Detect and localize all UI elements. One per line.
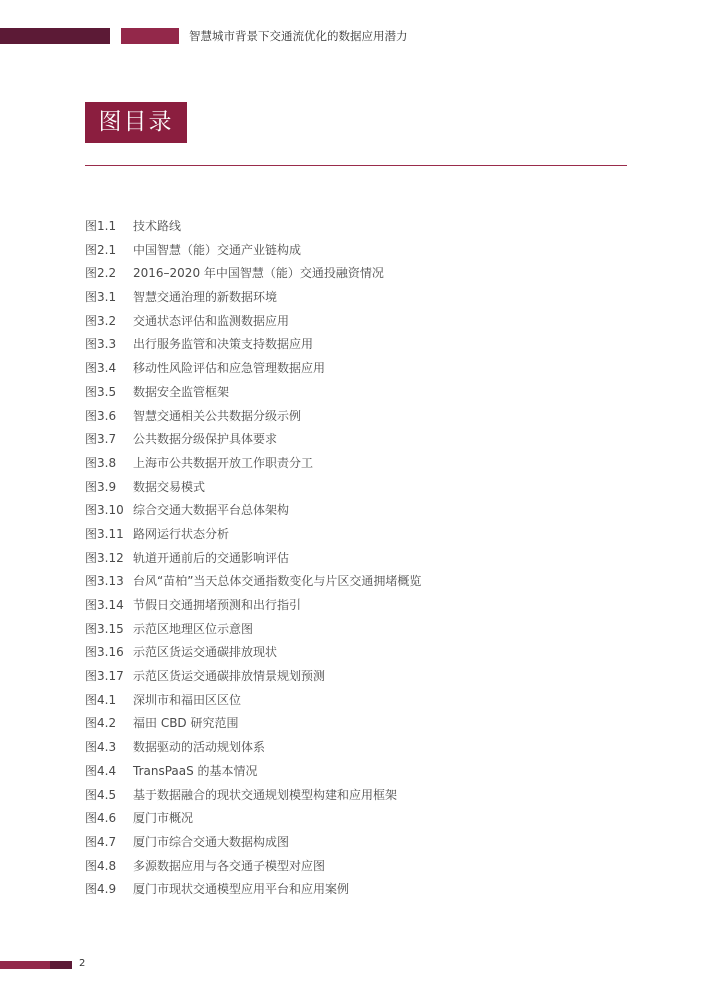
- list-item[interactable]: [85, 689, 421, 713]
- figure-title: 福田 CBD 研究范围: [133, 716, 239, 731]
- figure-title: 深圳市和福田区区位: [133, 692, 242, 707]
- figure-title: 技术路线: [133, 219, 182, 233]
- figure-number: 图4.4: [85, 763, 117, 778]
- figure-number: 图3.15: [85, 621, 124, 636]
- list-item[interactable]: [85, 594, 421, 618]
- figure-number: 图3.16: [85, 645, 124, 660]
- figure-title: TransPaaS 的基本情况: [133, 763, 258, 778]
- figure-title: 示范区货运交通碳排放情景规划预测: [133, 669, 326, 684]
- figure-title: 节假日交通拥堵预测和出行指引: [133, 598, 302, 612]
- list-item[interactable]: [85, 286, 421, 310]
- list-item[interactable]: [85, 405, 421, 429]
- figure-title: 交通状态评估和监测数据应用: [133, 313, 290, 328]
- figure-title: 数据安全监管框架: [133, 384, 230, 399]
- footer-accent-bar-light: [0, 961, 50, 969]
- list-item[interactable]: [85, 736, 421, 760]
- figure-number: 图2.1: [85, 242, 117, 257]
- figure-title: 出行服务监管和决策支持数据应用: [133, 337, 314, 352]
- list-item[interactable]: [85, 452, 421, 476]
- figure-number: 图3.5: [85, 384, 117, 399]
- list-item[interactable]: [85, 428, 421, 452]
- figure-title: 基于数据融合的现状交通规划模型构建和应用框架: [133, 787, 398, 802]
- figure-title: 示范区货运交通碳排放现状: [133, 645, 278, 660]
- figure-title: 公共数据分级保护具体要求: [133, 432, 278, 447]
- list-item[interactable]: [85, 878, 421, 902]
- figure-number: 图4.3: [85, 740, 117, 755]
- list-item[interactable]: [85, 831, 421, 855]
- list-item[interactable]: [85, 381, 421, 405]
- list-item[interactable]: [85, 618, 421, 642]
- list-item[interactable]: [85, 855, 421, 879]
- list-item[interactable]: [85, 215, 421, 239]
- figure-title: 智慧交通治理的新数据环境: [133, 290, 278, 305]
- figure-title: 数据驱动的活动规划体系: [133, 740, 266, 755]
- figure-number: 图4.2: [85, 716, 117, 731]
- list-item[interactable]: [85, 239, 421, 263]
- figure-title: 综合交通大数据平台总体架构: [133, 503, 290, 518]
- page-number: 2: [79, 958, 86, 969]
- figure-number: 图4.5: [85, 787, 117, 802]
- figure-list: [85, 215, 421, 902]
- figure-title: 台风“苗柏”当天总体交通指数变化与片区交通拥堵概览: [133, 574, 422, 589]
- list-item[interactable]: [85, 570, 421, 594]
- list-item[interactable]: [85, 523, 421, 547]
- list-item[interactable]: [85, 784, 421, 808]
- figure-title: 数据交易模式: [133, 479, 206, 494]
- list-item[interactable]: [85, 712, 421, 736]
- figure-title: 中国智慧（能）交通产业链构成: [133, 242, 302, 257]
- figure-number: 图3.17: [85, 669, 124, 684]
- figure-number: 图4.1: [85, 692, 117, 707]
- figure-title: 2016–2020 年中国智慧（能）交通投融资情况: [133, 266, 384, 281]
- figure-number: 图3.3: [85, 337, 117, 352]
- figure-title: 厦门市现状交通模型应用平台和应用案例: [133, 882, 350, 897]
- header-accent-bar-dark: [0, 28, 110, 44]
- header-accent-bar-light: [121, 28, 179, 44]
- section-title: 图目录: [85, 102, 187, 143]
- figure-number: 图4.9: [85, 882, 117, 897]
- list-item[interactable]: [85, 807, 421, 831]
- list-item[interactable]: [85, 641, 421, 665]
- figure-number: 图3.11: [85, 526, 124, 541]
- list-item[interactable]: [85, 547, 421, 571]
- figure-number: 图1.1: [85, 219, 117, 233]
- figure-title: 路网运行状态分析: [133, 526, 230, 541]
- footer-accent-bar-dark: [50, 961, 72, 969]
- figure-number: 图3.14: [85, 598, 124, 612]
- figure-number: 图4.6: [85, 811, 117, 826]
- figure-number: 图4.8: [85, 858, 117, 873]
- figure-number: 图3.1: [85, 290, 117, 305]
- list-item[interactable]: [85, 310, 421, 334]
- figure-title: 示范区地理区位示意图: [133, 621, 254, 636]
- figure-title: 上海市公共数据开放工作职责分工: [133, 455, 314, 470]
- figure-title: 厦门市概况: [133, 811, 194, 826]
- figure-number: 图3.12: [85, 550, 124, 565]
- list-item[interactable]: [85, 333, 421, 357]
- list-item[interactable]: [85, 499, 421, 523]
- figure-number: 图3.13: [85, 574, 124, 589]
- figure-title: 移动性风险评估和应急管理数据应用: [133, 361, 326, 376]
- figure-number: 图2.2: [85, 266, 117, 281]
- figure-title: 多源数据应用与各交通子模型对应图: [133, 858, 326, 873]
- figure-title: 轨道开通前后的交通影响评估: [133, 550, 290, 565]
- figure-number: 图3.8: [85, 455, 117, 470]
- list-item[interactable]: [85, 357, 421, 381]
- list-item[interactable]: [85, 665, 421, 689]
- list-item[interactable]: [85, 476, 421, 500]
- figure-title: 厦门市综合交通大数据构成图: [133, 834, 290, 849]
- figure-number: 图3.9: [85, 479, 117, 494]
- figure-number: 图3.6: [85, 408, 117, 423]
- figure-number: 图3.4: [85, 361, 117, 376]
- figure-title: 智慧交通相关公共数据分级示例: [133, 408, 302, 423]
- figure-number: 图3.10: [85, 503, 124, 518]
- figure-number: 图4.7: [85, 834, 117, 849]
- list-item[interactable]: [85, 760, 421, 784]
- title-divider: [85, 165, 627, 166]
- figure-number: 图3.2: [85, 313, 117, 328]
- running-header-title: 智慧城市背景下交通流优化的数据应用潜力: [189, 29, 408, 43]
- list-item[interactable]: [85, 262, 421, 286]
- figure-number: 图3.7: [85, 432, 117, 447]
